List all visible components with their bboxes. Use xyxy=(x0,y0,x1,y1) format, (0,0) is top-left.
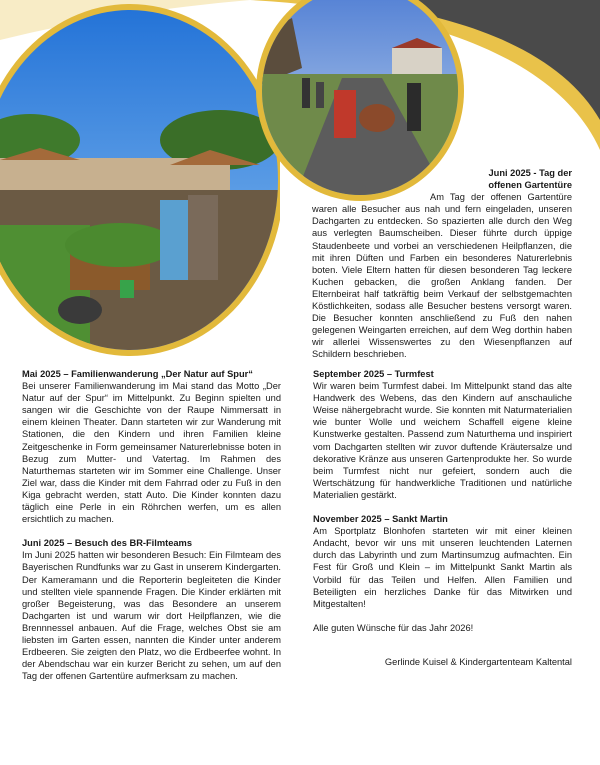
article-heading: Mai 2025 – Familienwanderung „Der Natur auf Spur“ xyxy=(22,369,253,379)
heading-line-2: offenen Gartentüre xyxy=(488,180,572,191)
article-turmfest xyxy=(313,368,572,501)
article-text: Bei unserer Familienwanderung im Mai stand das Motto „Der Natur auf der Spur“ im Mittelpunkt. Zu Beginn spielten und sangen wir die Geschichte von der Raupe Nimmersatt in einem kleinen Theater. Dann starteten wir zur Wanderung mit Stationen, die den Kindern und ihren Familien kleine Zeitgeschenke in Form gemeinsamer Naturerlebnisse boten in Bezug zum Mutter- und Vatertag. Im Rahmen des Naturthemas starteten wir im Sommer eine Challenge. Unser Ziel war, dass die Kinder mit dem Fahrrad oder zu Fuß in den Kiga gebracht werden, statt Auto. Die Kinder konnten dazu täglich eine Perle in ein Röhrchen werfen, um es allen ersichtlich zu machen. xyxy=(22,381,281,525)
right-column xyxy=(313,368,572,668)
article-open-garden-heading xyxy=(312,167,572,191)
signature: Gerlinde Kuisel & Kindergartenteam Kaltental xyxy=(384,656,572,667)
article-heading: Juni 2025 – Besuch des BR-Filmteams xyxy=(22,538,192,549)
heading-line-1: Juni 2025 - Tag der xyxy=(488,168,572,178)
article-br-filmteam xyxy=(22,537,281,682)
article-text: Wir waren beim Turmfest dabei. Im Mittelpunkt stand das alte Handwerk des Webens, das den Kindern auf anschauliche Weise nähergebracht wurde. Sie konnten mit Naturmaterialien wie bunter Wolle und weichem Schaffell eigene kleine Kunstwerke gestalten. Passend zum Naturthema und inspiriert vom Dachgarten stellten wir zuvor duftende Kräutersalze und dekorative Kränze aus unseren Gartenprodukte her. So wurde beim Turmfest nicht nur gefeiert, sondern auch die Wertschätzung für handwerkliche Traditionen und natürliche Materialien gestärkt. xyxy=(313,381,572,500)
new-year-greeting: Alle guten Wünsche für das Jahr 2026! xyxy=(313,622,474,633)
garden-photo xyxy=(0,0,280,365)
article-open-garden xyxy=(312,167,572,361)
article-heading: September 2025 – Turmfest xyxy=(313,369,434,379)
article-heading: November 2025 – Sankt Martin xyxy=(313,514,448,525)
article-text: Im Juni 2025 hatten wir besonderen Besuch: Ein Filmteam des Bayerischen Rundfunks war zu Gast in unserem Kindergarten. Der Kameramann und die Reporterin begleiteten die Kinder und stellten viele spannende Fragen. Die Kinder erklärten mit großer Begeisterung, was das Besondere an unserem Dachgarten ist und warum wir dort Heilpflanzen, wie die Brennnessel anbauen. Auf die Frage, welches Obst sie am liebsten im Garten essen, nannten die Kinder unter anderem Erdbeeren. Sie zeigten den Platz, wo die Erdbeerfee wohnt. In der Abendschau war ein kurzer Bericht zu sehen, um auf den Tag der offenen Gartentüre aufmerksam zu machen. xyxy=(22,550,281,682)
article-text: Am Sportplatz Blonhofen starteten wir mit einer kleinen Andacht, bevor wir uns mit unseren leuchtenden Laternen durch das Labyrinth und zum Martinsumzug aufmachten. Ein Fest für Groß und Klein – im Mittelpunkt Sankt Martin als Vorbild für das Teilen und Helfen. Allen Familien und Beteiligten ein herzliches Danke für das Mitwirken und Mitgestalten! xyxy=(313,526,572,609)
left-column xyxy=(22,368,281,694)
article-open-garden-text: Am Tag der offenen Gartentüre waren alle Besucher aus nah und fern eingeladen, unseren Dachgarten zu entdecken. So spazierten alle durch den Weg aus verlegten Baumscheiben. Dieser führte durch üppige Staudenbeete und vorbei an verschiedenen Heilpflanzen, die mit ihren Düften und Farben ein besonderes Naturerlebnis boten. Viele Eltern hatten für diesen besonderen Tag leckere Kuchen gebacken, die großen Anklang fanden. Der Elternbeirat half tatkräftig beim Verkauf der selbstgemachten Köstlichkeiten, sodass alle Besucher bestens versorgt waren. Die Besucher konnten anschließend zu Fuß den nahen gelegenen Weingarten erreichen, auf dem Weg dorthin haben wir allerlei Wissenswertes zu den Wiesenpflanzen auf Schildern beschrieben. xyxy=(312,192,572,360)
article-family-hike xyxy=(22,368,281,525)
article-sankt-martin xyxy=(313,513,572,610)
